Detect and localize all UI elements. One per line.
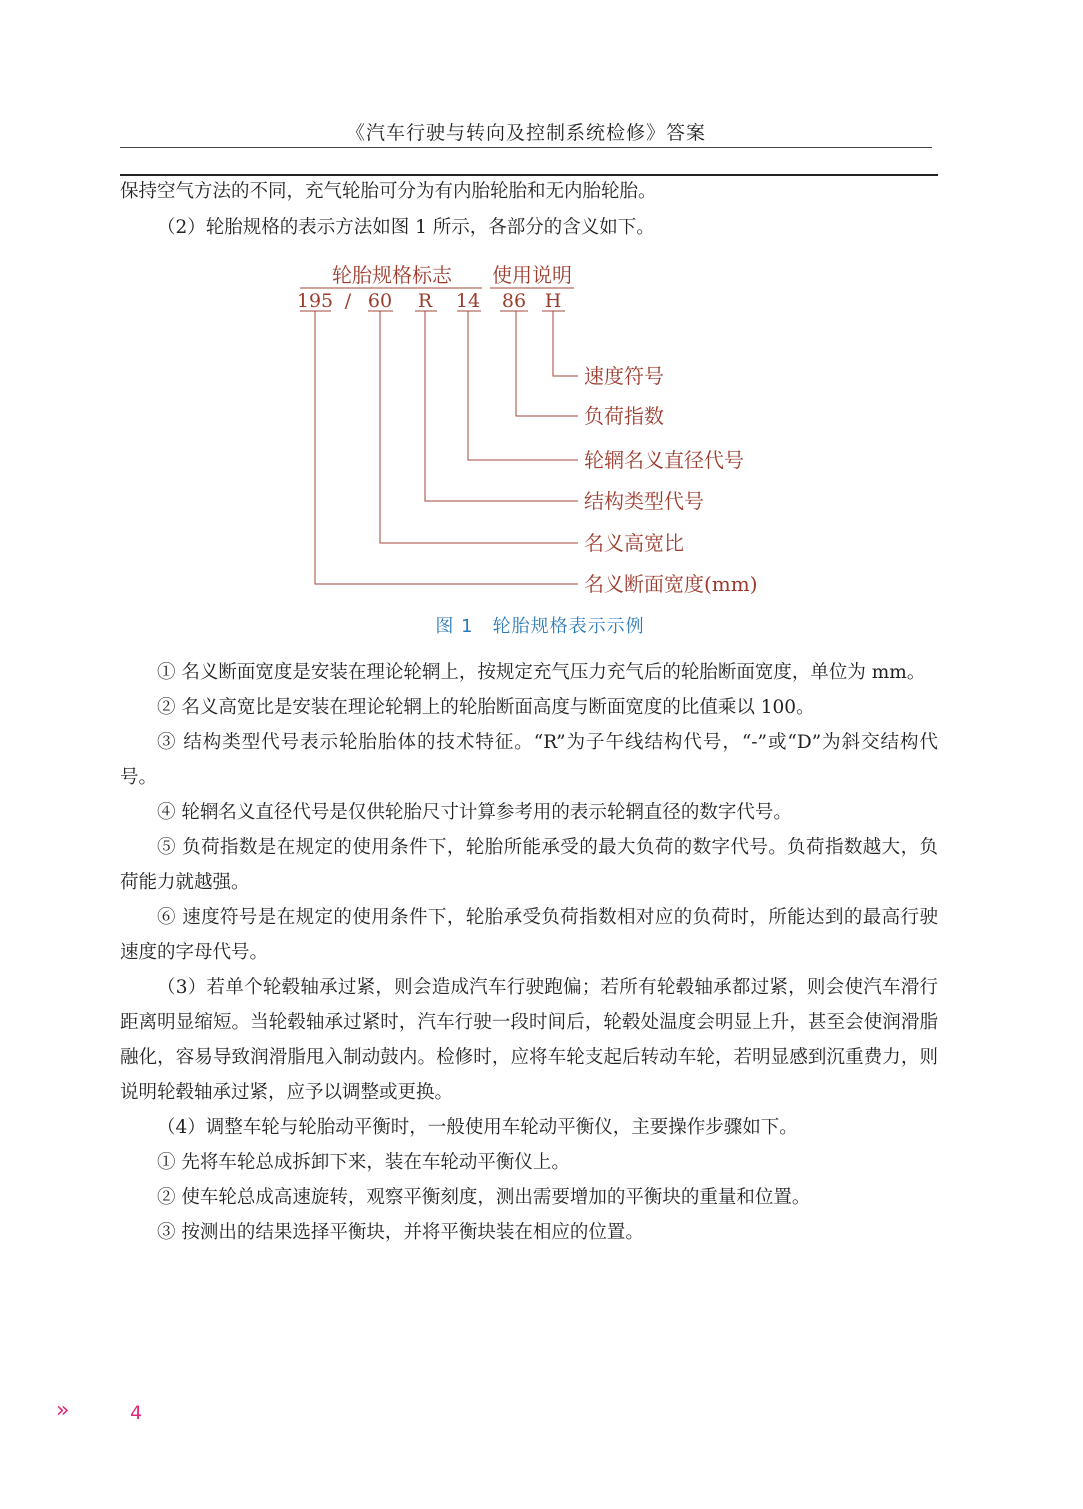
step-1: ① 先将车轮总成拆卸下来，装在车轮动平衡仪上。 — [157, 1152, 570, 1173]
code-ratio: 60 — [367, 290, 393, 312]
figure-caption: 图 1 轮胎规格表示示例 — [435, 616, 645, 637]
label-width: 名义断面宽度(mm) — [584, 572, 758, 596]
leader-lines — [315, 311, 578, 584]
label-rim: 轮辋名义直径代号 — [584, 448, 744, 472]
label-load: 负荷指数 — [584, 404, 664, 428]
label-speed: 速度符号 — [584, 364, 664, 388]
paragraph-3: （3）若单个轮毂轴承过紧，则会造成汽车行驶跑偏；若所有轮毂轴承都过紧，则会使汽车滑行距离明显缩短。当轮毂轴承过紧时，汽车行驶一段时间后，轮毂处温度会明显上升，甚至会使润滑脂融化，容易导致润滑脂甩入制动鼓内。检修时，应将车轮支起后转动车轮，若明显感到沉重费力，则说明轮毂轴承过紧，应予以调整或更换。 — [120, 977, 938, 1103]
code-rim: 14 — [455, 290, 481, 312]
figure-heading-left: 轮胎规格标志 — [332, 263, 452, 287]
intro-line-1: 保持空气方法的不同，充气轮胎可分为有内胎轮胎和无内胎轮胎。 — [120, 181, 657, 202]
running-header: 《汽车行驶与转向及控制系统检修》答案 — [345, 122, 706, 144]
tire-spec-diagram — [0, 0, 1083, 610]
code-width: 195 — [296, 290, 334, 312]
label-ratio: 名义高宽比 — [584, 531, 684, 555]
item-5: ⑤ 负荷指数是在规定的使用条件下，轮胎所能承受的最大负荷的数字代号。负荷指数越大，负荷能力就越强。 — [120, 837, 938, 893]
body-text — [120, 655, 938, 1250]
item-2: ② 名义高宽比是安装在理论轮辋上的轮胎断面高度与断面宽度的比值乘以 100。 — [157, 697, 815, 718]
code-structure: R — [417, 290, 433, 312]
code-slash: / — [344, 290, 352, 312]
item-3: ③ 结构类型代号表示轮胎胎体的技术特征。“R”为子午线结构代号，“-”或“D”为斜交结构代号。 — [120, 732, 938, 788]
item-6: ⑥ 速度符号是在规定的使用条件下，轮胎承受负荷指数相对应的负荷时，所能达到的最高行驶速度的字母代号。 — [120, 907, 938, 963]
step-3: ③ 按测出的结果选择平衡块，并将平衡块装在相应的位置。 — [157, 1222, 644, 1243]
code-load: 86 — [501, 290, 527, 312]
page-marker-icon: » — [56, 1398, 70, 1423]
code-speed: H — [544, 290, 562, 312]
figure-heading-right: 使用说明 — [492, 263, 572, 287]
label-structure: 结构类型代号 — [584, 489, 704, 513]
intro-line-2: （2）轮胎规格的表示方法如图 1 所示，各部分的含义如下。 — [157, 217, 655, 238]
step-2: ② 使车轮总成高速旋转，观察平衡刻度，测出需要增加的平衡块的重量和位置。 — [157, 1187, 811, 1208]
page-number: 4 — [130, 1402, 143, 1424]
item-1: ① 名义断面宽度是安装在理论轮辋上，按规定充气压力充气后的轮胎断面宽度，单位为 mm。 — [157, 662, 926, 683]
paragraph-4: （4）调整车轮与轮胎动平衡时，一般使用车轮动平衡仪，主要操作步骤如下。 — [157, 1117, 798, 1138]
item-4: ④ 轮辋名义直径代号是仅供轮胎尺寸计算参考用的表示轮辋直径的数字代号。 — [157, 802, 792, 823]
